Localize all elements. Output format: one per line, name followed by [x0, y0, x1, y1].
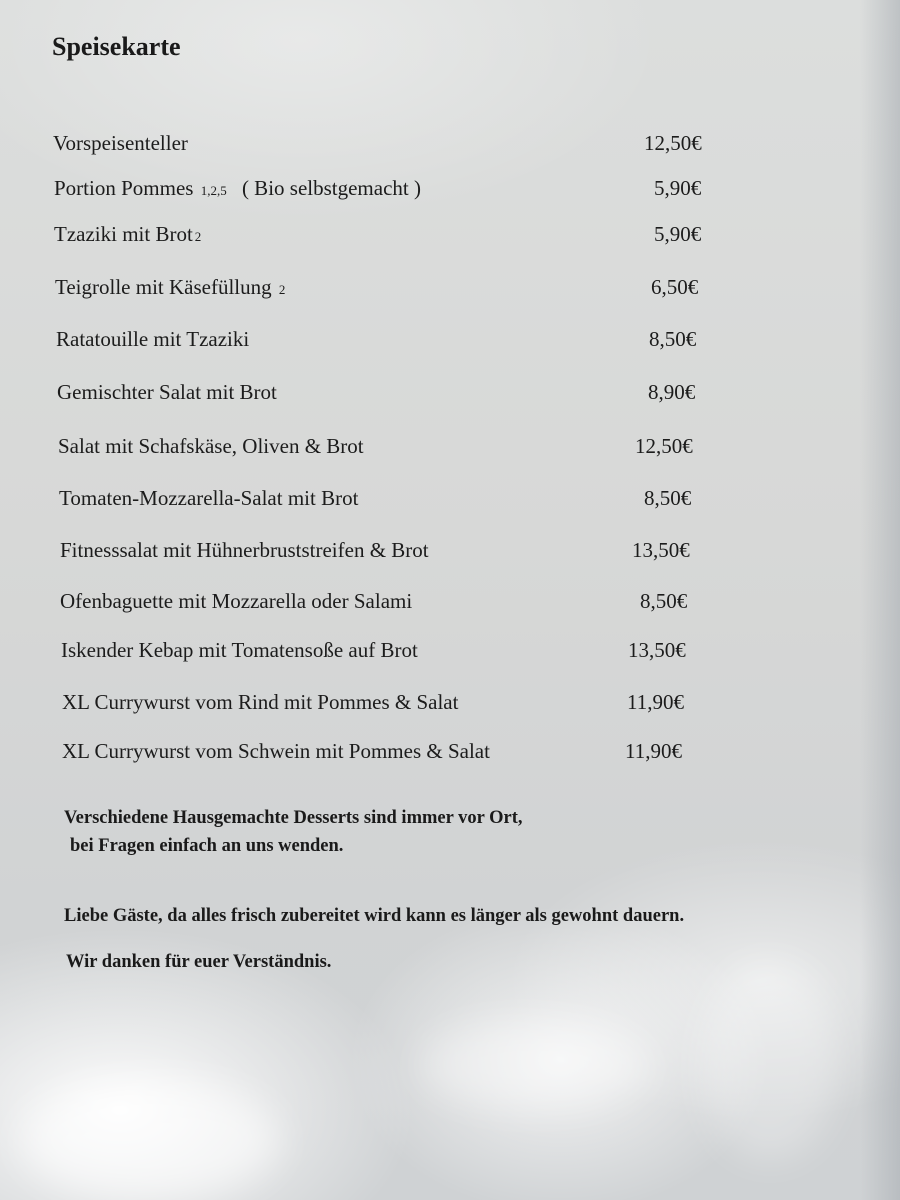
menu-item [54, 176, 714, 206]
menu-item-allergens: 2 [194, 229, 202, 244]
menu-item-price: 8,90€ [648, 380, 696, 404]
menu-item-price: 8,50€ [644, 486, 692, 510]
dessert-note-line-1: Verschiedene Hausgemachte Desserts sind immer vor Ort, [64, 808, 523, 828]
menu-item-name: Portion Pommes [54, 176, 194, 200]
menu-item-price: 5,90€ [654, 222, 702, 246]
menu-item-price: 12,50€ [644, 131, 702, 155]
menu-item [58, 434, 718, 464]
menu-item [54, 222, 714, 252]
menu-item-name: Tzaziki mit Brot [54, 222, 193, 246]
page-edge-shadow [860, 0, 900, 1200]
menu-item [55, 275, 715, 305]
menu-item-name: Ratatouille mit Tzaziki [56, 327, 250, 351]
light-glare [420, 1020, 650, 1110]
light-glare [700, 960, 840, 1160]
menu-item-name: Fitnesssalat mit Hühnerbruststreifen & Brot [60, 538, 429, 562]
menu-item-price: 5,90€ [654, 176, 702, 200]
menu-item-name: XL Currywurst vom Schwein mit Pommes & Salat [62, 739, 490, 763]
menu-item [56, 327, 716, 357]
menu-item-name-group [54, 176, 421, 201]
menu-item [57, 380, 717, 410]
menu-item [62, 690, 722, 720]
menu-item [62, 739, 722, 769]
menu-item-name: XL Currywurst vom Rind mit Pommes & Salat [62, 690, 459, 714]
menu-item-price: 12,50€ [635, 434, 693, 458]
menu-item-price: 11,90€ [627, 690, 684, 714]
menu-item-allergens: 2 [278, 282, 286, 297]
menu-item [59, 486, 719, 516]
menu-item-name: Ofenbaguette mit Mozzarella oder Salami [60, 589, 413, 613]
dessert-note-line-2: bei Fragen einfach an uns wenden. [70, 836, 344, 856]
menu-item-name-group [55, 275, 285, 300]
menu-item-price: 11,90€ [625, 739, 682, 763]
menu-item [61, 638, 721, 668]
menu-item [60, 538, 720, 568]
menu-item-name: Teigrolle mit Käsefüllung [55, 275, 272, 299]
menu-item-name: Iskender Kebap mit Tomatensoße auf Brot [61, 638, 418, 662]
menu-item-name: Tomaten-Mozzarella-Salat mit Brot [59, 486, 359, 510]
menu-item-price: 13,50€ [632, 538, 690, 562]
menu-item-name: Vorspeisenteller [53, 131, 188, 155]
menu-item [53, 131, 713, 161]
menu-item-name: Salat mit Schafskäse, Oliven & Brot [58, 434, 364, 458]
light-glare [20, 1080, 280, 1200]
guests-note: Liebe Gäste, da alles frisch zubereitet wird kann es länger als gewohnt dauern. [64, 906, 685, 926]
menu-title: Speisekarte [52, 32, 181, 61]
menu-item-allergens: 1,2,5 [200, 183, 227, 198]
menu-item-name: Gemischter Salat mit Brot [57, 380, 277, 404]
menu-item-price: 13,50€ [628, 638, 686, 662]
menu-item [60, 589, 720, 619]
menu-item-extra: ( Bio selbstgemacht ) [241, 176, 421, 200]
menu-item-name-group [54, 222, 201, 247]
thanks-note: Wir danken für euer Verständnis. [66, 952, 332, 972]
menu-item-price: 6,50€ [651, 275, 699, 299]
menu-item-price: 8,50€ [649, 327, 697, 351]
menu-item-price: 8,50€ [640, 589, 688, 613]
